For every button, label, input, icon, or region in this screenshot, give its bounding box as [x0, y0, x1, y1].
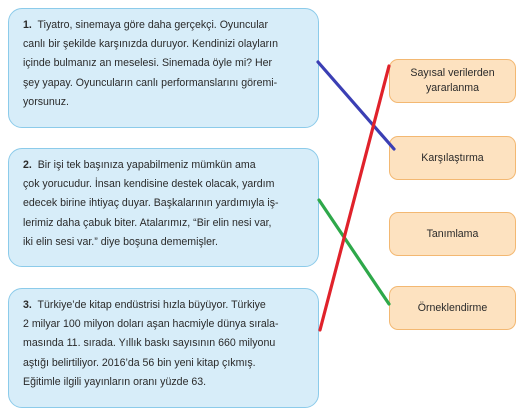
passage-1-line-4: şey yapay. Oyuncuların canlı performanslarını göremi-: [23, 76, 278, 89]
passage-2-line-4: lerimiz daha çabuk biter. Atalarımız, “Bir elin nesi var,: [23, 216, 272, 229]
option-tanimlama[interactable]: [389, 212, 516, 256]
passage-3-line-4: aştığı belirtiliyor. 2016’da 56 bin yeni kitap çıkmış.: [23, 356, 256, 369]
passage-3: [8, 288, 319, 408]
passage-2-line-2: çok yorucudur. İnsan kendisine destek olacak, yardım: [23, 178, 275, 191]
option-1-label: Sayısal verilerden yararlanma: [410, 67, 495, 94]
option-3-label: Tanımlama: [426, 227, 479, 240]
option-orneklendirme[interactable]: [389, 286, 516, 330]
passage-1-line-2: canlı bir şekilde karşınızda duruyor. Kendinizi olayların: [23, 38, 278, 51]
passage-1-line-3: içinde bulmanız an meselesi. Sinemada öyle mi? Her: [23, 57, 273, 70]
passage-1: [8, 8, 319, 128]
passage-1-line-1: 1. Tiyatro, sinemaya göre daha gerçekçi. Oyuncular: [23, 19, 268, 31]
option-2-label: Karşılaştırma: [421, 151, 484, 164]
option-4-label: Örneklendirme: [417, 301, 488, 314]
passage-3-number: 3.: [23, 299, 32, 311]
match-line-green: [319, 200, 389, 304]
passage-3-line-3: masında 11. sırada. Yıllık baskı sayısının 660 milyonu: [23, 337, 276, 350]
option-karsilastirma[interactable]: [389, 136, 516, 180]
passage-1-line-5: yorsunuz.: [23, 95, 69, 108]
match-line-red: [320, 66, 389, 330]
passage-2-line-1: 2. Bir işi tek başınıza yapabilmeniz mümkün ama: [23, 159, 256, 171]
passage-2-number: 2.: [23, 159, 32, 171]
passage-3-line-5: Eğitimle ilgili yayınların oranı yüzde 63.: [23, 375, 207, 388]
passage-3-line-1: 3. Türkiye’de kitap endüstrisi hızla büyüyor. Türkiye: [23, 299, 266, 311]
passage-1-number: 1.: [23, 19, 32, 31]
option-sayisal-verilerden-yararlanma[interactable]: [389, 59, 516, 103]
passage-2-line-5: iki elin sesi var.” diye boşuna dememişler.: [23, 235, 218, 248]
match-line-blue: [318, 62, 394, 149]
passage-2: [8, 148, 319, 267]
passage-3-line-2: 2 milyar 100 milyon doları aşan hacmiyle dünya sırala-: [23, 318, 279, 331]
passage-2-line-3: edecek birine ihtiyaç duyar. Başkalarının yardımıyla iş-: [23, 197, 279, 210]
